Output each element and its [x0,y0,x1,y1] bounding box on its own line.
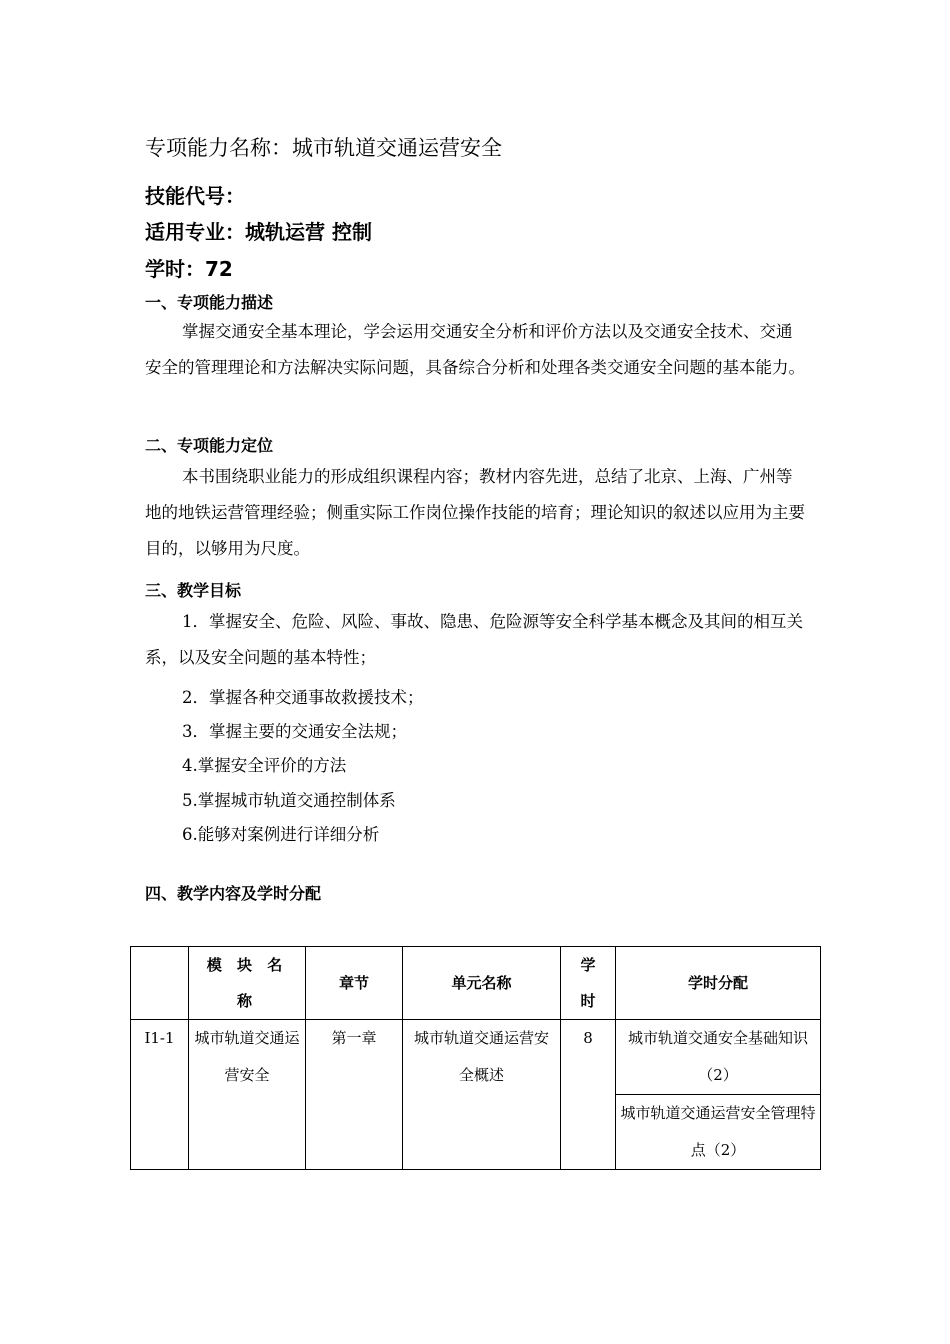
goal-item-5: 5.掌握城市轨道交通控制体系 [182,791,396,810]
header-hours [561,947,616,1020]
major-label: 适用专业：城轨运营 控制 [145,220,372,244]
cell-module: 城市轨道交通运营安全 [189,1020,306,1170]
cell-allocation-1: 城市轨道交通安全基础知识（2） [616,1020,821,1095]
goal-item-4: 4.掌握安全评价的方法 [182,756,347,775]
section-4-title: 四、教学内容及学时分配 [145,884,322,903]
section-2-title: 二、专项能力定位 [145,436,274,455]
cell-code: I1-1 [131,1020,189,1170]
table-row [131,1020,821,1095]
cell-allocation-2: 城市轨道交通运营安全管理特点（2） [616,1095,821,1170]
section-2-body: 本书围绕职业能力的形成组织课程内容；教材内容先进，总结了北京、上海、广州等地的地铁运营管理经验；侧重实际工作岗位操作技能的培育；理论知识的叙述以应用为主要目的，以够用为尺度。 [145,467,805,558]
cell-chapter: 第一章 [306,1020,403,1170]
goal-item-2: 2．掌握各种交通事故救援技术； [182,688,424,707]
cell-hours: 8 [561,1020,616,1170]
cell-unit: 城市轨道交通运营安全概述 [403,1020,561,1170]
header-code [131,947,189,1020]
header-unit: 单元名称 [403,947,561,1020]
goal-item-1: 1．掌握安全、危险、风险、事故、隐患、危险源等安全科学基本概念及其间的相互关系，以及安全问题的基本特性； [145,612,803,667]
section-1-body: 掌握交通安全基本理论，学会运用交通安全分析和评价方法以及交通安全技术、交通安全的管理理论和方法解决实际问题，具备综合分析和处理各类交通安全问题的基本能力。 [145,322,805,377]
header-hours-bottom: 时 [580,992,596,1010]
section-3-title: 三、教学目标 [145,581,242,600]
page-title: 专项能力名称：城市轨道交通运营安全 [145,136,502,160]
goal-item-3: 3．掌握主要的交通安全法规； [182,722,407,741]
goal-item-6: 6.能够对案例进行详细分析 [182,825,380,844]
header-module: 模 块 名 称 [189,947,306,1020]
table-header-row [131,947,821,1020]
header-allocation: 学时分配 [616,947,821,1020]
header-chapter: 章节 [306,947,403,1020]
skill-code-label: 技能代号： [145,184,245,208]
hours-label: 学时：72 [145,257,233,281]
schedule-table [130,946,821,1170]
header-hours-top: 学 [580,956,596,974]
section-1-title: 一、专项能力描述 [145,293,274,312]
